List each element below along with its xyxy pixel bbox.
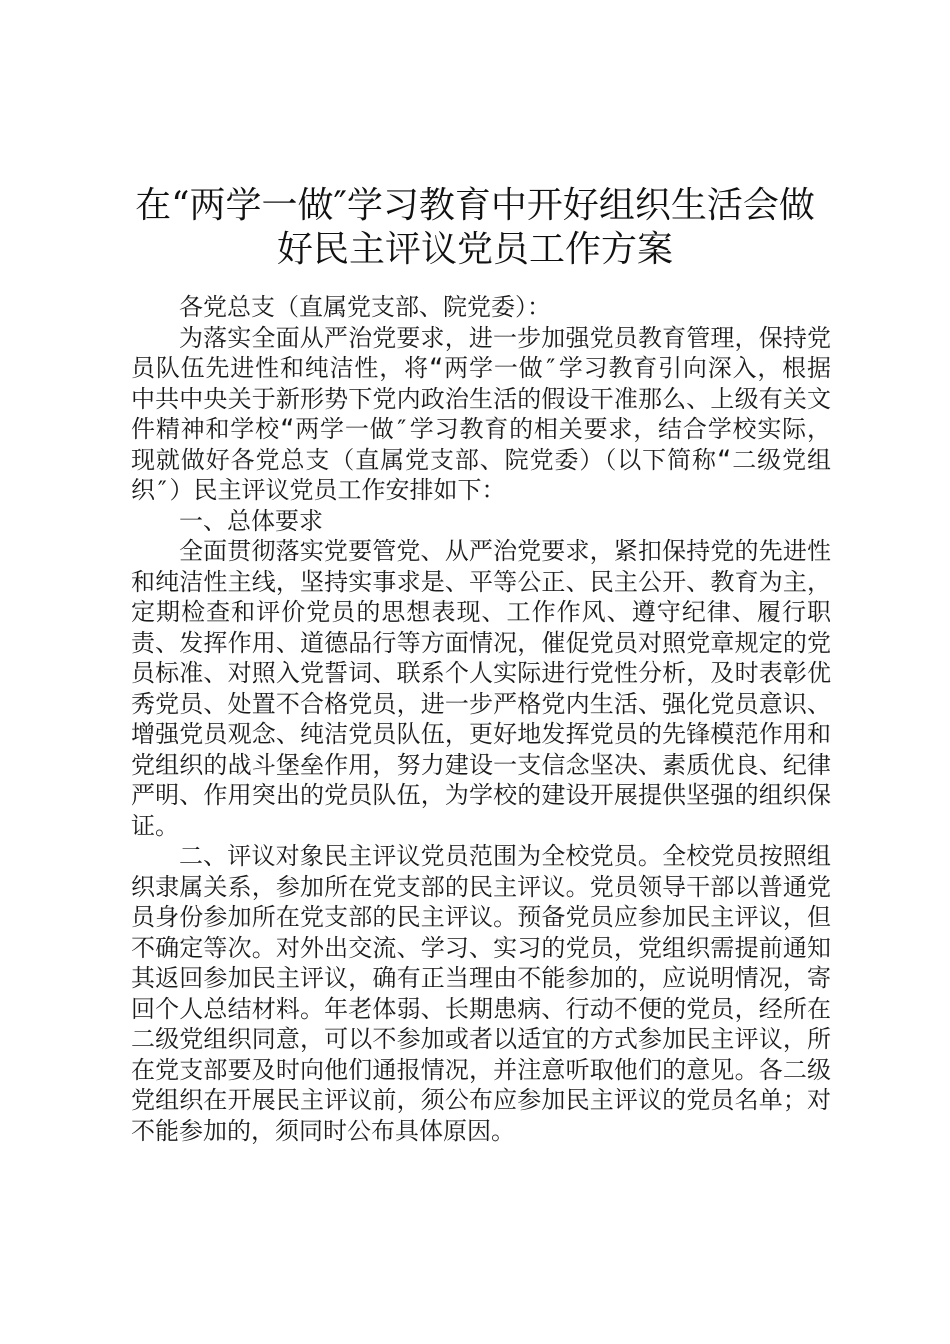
document-title-line-1: 在“两学一做″学习教育中开好组织生活会做 [135, 185, 815, 226]
addressee-line: 各党总支（直属党支部、院党委）： [179, 293, 551, 321]
general-requirements-paragraph: 全面贯彻落实党要管党、从严治党要求，紧扣保持党的先进性和纯洁性主线，坚持实事求是、平等公正、民主公开、教育为主，定期检查和评价党员的思想表现、工作作风、遵守纪律、履行职责、发挥作用、道德品行等方面情况，催促党员对照党章规定的党员标准、对照入党誓词、联系个人实际进行党性分析，及时表彰优秀党员、处置不合格党员，进一步严格党内生活、强化党员意识、增强党员观念、纯洁党员队伍，更好地发挥党员的先锋模范作用和党组织的战斗堡垒作用，努力建设一支信念坚决、素质优良、纪律严明、作用突出的党员队伍，为学校的建设开展提供坚强的组织保证。 [131, 537, 831, 840]
document-body [131, 292, 831, 1146]
section-heading-general-requirements: 一、总体要求 [179, 506, 323, 535]
intro-paragraph: 为落实全面从严治党要求，进一步加强党员教育管理，保持党员队伍先进性和纯洁性，将“两学一做″学习教育引向深入，根据中共中央关于新形势下党内政治生活的假设干准那么、上级有关文件精神和学校“两学一做″学习教育的相关要求，结合学校实际，现就做好各党总支（直属党支部、院党委）（以下简称“二级党组织″）民主评议党员工作安排如下： [131, 323, 831, 504]
evaluation-targets-paragraph: 二、评议对象民主评议党员范围为全校党员。全校党员按照组织隶属关系，参加所在党支部的民主评议。党员领导干部以普通党员身份参加所在党支部的民主评议。预备党员应参加民主评议，但不确定等次。对外出交流、学习、实习的党员，党组织需提前通知其返回参加民主评议，确有正当理由不能参加的，应说明情况，寄回个人总结材料。年老体弱、长期患病、行动不便的党员，经所在二级党组织同意，可以不参加或者以适宜的方式参加民主评议，所在党支部要及时向他们通报情况，并注意听取他们的意见。各二级党组织在开展民主评议前，须公布应参加民主评议的党员名单；对不能参加的，须同时公布具体原因。 [131, 842, 831, 1145]
document-title-line-2: 好民主评议党员工作方案 [276, 229, 673, 270]
